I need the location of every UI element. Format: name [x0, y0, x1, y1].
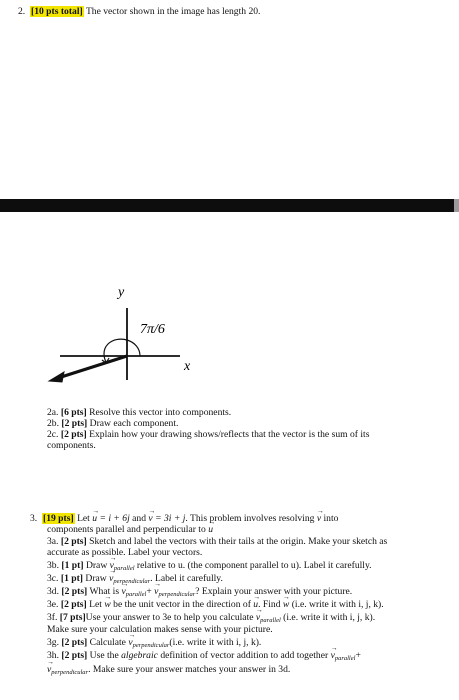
q3-let: Let [77, 513, 90, 524]
vector-diagram [0, 270, 459, 400]
v-symbol-3g: → v [128, 637, 132, 648]
q2-number: 2. [18, 6, 26, 17]
q3f-id: 3f. [47, 612, 58, 623]
q3h-sub2: perpendicular [51, 669, 89, 676]
u-symbol: → u [92, 513, 97, 524]
q3d-sub1: parallel [125, 591, 147, 598]
y-axis-label: y [118, 285, 125, 300]
vector-arrow [58, 356, 127, 378]
q3a [47, 536, 387, 547]
q2b-points: [2 pts] [61, 418, 88, 429]
q2a-id: 2a. [47, 407, 59, 418]
q3d-sub2: perpendicular [158, 591, 196, 598]
q3c-sub: perpendicular [113, 578, 151, 585]
w-symbol: → w [104, 599, 110, 610]
q2a [47, 407, 231, 418]
q3-line2-text: components parallel and perpendicular to [47, 524, 206, 535]
v-symbol-3c: → v [109, 573, 113, 584]
q3g-sub: perpendicular [132, 642, 170, 649]
q2a-text: Resolve this vector into components. [89, 407, 232, 418]
q3h-sub1: parallel [334, 655, 356, 662]
v-symbol-3d-1: → v [121, 586, 125, 597]
q3a-text: Sketch and label the vectors with their tails at the origin. Make your sketch as [89, 536, 388, 547]
q3b-sub: parallel [113, 565, 135, 572]
q3a-points: [2 pts] [60, 536, 87, 547]
q3-line2 [47, 524, 213, 535]
q3c-points: [1 pt] [60, 573, 83, 584]
v-symbol-3f: → v [256, 612, 260, 623]
q3g-id: 3g. [47, 637, 59, 648]
q3d-pre: What is [89, 586, 120, 597]
q3-into: into [323, 513, 339, 524]
q3f-cont: Make sure your calculation makes sense with your picture. [47, 624, 273, 635]
v-symbol-3h-1: → v [331, 650, 335, 661]
w-symbol-2: → w [283, 599, 289, 610]
q3e-id: 3e. [47, 599, 59, 610]
q3h-id: 3h. [47, 650, 59, 661]
q3e-mid2: . Find [258, 599, 281, 610]
q3f-post: (i.e. write it with i, j, k). [283, 612, 376, 623]
q3b-points: [1 pt] [61, 560, 84, 571]
q3g-pre: Calculate [89, 637, 126, 648]
q3c-id: 3c. [47, 573, 59, 584]
q3g-points: [2 pts] [61, 637, 88, 648]
q3h-mid: definition of vector addition to add together [160, 650, 329, 661]
q3d-id: 3d. [47, 586, 59, 597]
q3b-post: relative to u. (the component parallel to u). Label it carefully. [136, 560, 372, 571]
q2-points: [10 pts total] [31, 6, 83, 17]
q3b-id: 3b. [47, 560, 59, 571]
q3h-algebraic: algebraic [121, 650, 158, 661]
v-symbol-3d-2: → v [154, 586, 158, 597]
q3-intro-suffix: . This problem involves resolving [185, 513, 315, 524]
q3f-pre: Use your answer to 3e to help you calculate [85, 612, 254, 623]
q3h [47, 650, 361, 664]
q3h-cont [47, 664, 290, 678]
u-symbol-3e: → u [253, 599, 258, 610]
v-symbol-3h-2: → v [47, 664, 51, 675]
q2-statement: The vector shown in the image has length 20. [85, 6, 261, 17]
q2c-points: [2 pts] [60, 429, 87, 440]
q3e [47, 599, 384, 610]
x-axis-label: x [184, 359, 191, 374]
q3a-id: 3a. [47, 536, 59, 547]
q3c-pre: Draw [85, 573, 107, 584]
q2c [47, 429, 369, 440]
q3c [47, 573, 223, 587]
v-symbol-2: → v [317, 513, 321, 524]
q3c-post: . Label it carefully. [150, 573, 223, 584]
q3g-post: (i.e. write it with i, j, k). [169, 637, 262, 648]
q3d-plus: + [146, 586, 152, 597]
q3g [47, 637, 261, 651]
q3f-sub: parallel [260, 617, 281, 624]
q2a-points: [6 pts] [60, 407, 87, 418]
q3-and: and [132, 513, 147, 524]
q2c-cont: components. [47, 440, 96, 451]
q2-header [18, 6, 260, 17]
v-symbol: → v [148, 513, 152, 524]
q3d-points: [2 pts] [61, 586, 88, 597]
q3h-points: [2 pts] [61, 650, 88, 661]
q2b-text: Draw each component. [89, 418, 179, 429]
q3h-pre: Use the [89, 650, 119, 661]
u-definition: = i + 6j [99, 513, 130, 524]
q3b [47, 560, 372, 574]
q2c-id: 2c. [47, 429, 59, 440]
q3h-post: . Make sure your answer matches your answer in 3d. [88, 664, 291, 675]
q2b [47, 418, 178, 429]
q3e-post: (i.e. write it with i, j, k). [291, 599, 384, 610]
q3e-mid: be the unit vector in the direction of [113, 599, 251, 610]
q3-points: [19 pts] [43, 513, 74, 524]
q3e-pre: Let [89, 599, 102, 610]
q3-header [30, 513, 338, 524]
q3e-points: [2 pts] [60, 599, 87, 610]
q3-number: 3. [30, 513, 38, 524]
divider-band-edge [454, 199, 459, 212]
q3h-plus: + [355, 650, 361, 661]
v-symbol-3b: → v [110, 560, 114, 571]
q2b-id: 2b. [47, 418, 59, 429]
divider-band [0, 199, 459, 212]
q3b-pre: Draw [85, 560, 108, 571]
q3d [47, 586, 352, 600]
angle-label: 7π/6 [140, 322, 165, 337]
u-symbol-2: → u [208, 524, 213, 535]
q3d-post: ? Explain your answer with your picture. [195, 586, 353, 597]
q2c-text: Explain how your drawing shows/reflects that the vector is the sum of its [89, 429, 370, 440]
v-definition: = 3i + j [155, 513, 186, 524]
q3f-points: [7 pts] [59, 612, 86, 623]
q3a-cont: accurate as possible. Label your vectors. [47, 547, 203, 558]
vector-arrowhead [49, 372, 64, 382]
